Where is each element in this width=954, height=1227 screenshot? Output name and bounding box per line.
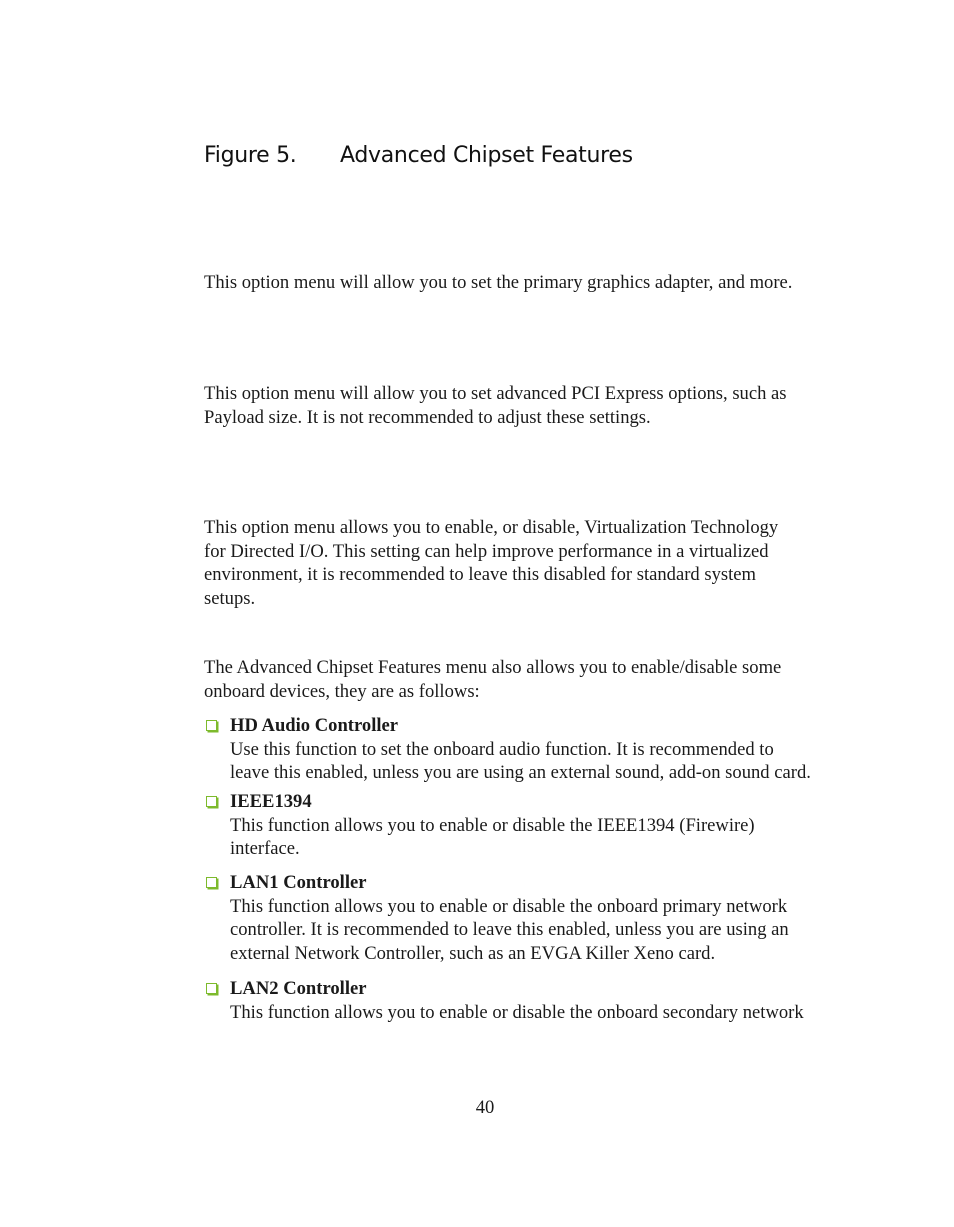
bullet-line: interface. <box>230 838 300 859</box>
paragraph-line: This option menu will allow you to set advanced PCI Express options, such as <box>204 383 787 404</box>
paragraph-line: setups. <box>204 587 256 609</box>
paragraph-line: This option menu allows you to enable, or disable, Virtualization Technology <box>204 517 779 538</box>
bullet-line: This function allows you to enable or disable the IEEE1394 (Firewire) <box>230 814 755 836</box>
checkbox-bullet-icon <box>206 720 217 731</box>
bullet-lan1 <box>204 871 884 965</box>
paragraph-pcie <box>204 382 864 429</box>
bullet-line: controller. It is recommended to leave this enabled, unless you are using an <box>230 919 789 940</box>
paragraph-graphics <box>204 271 864 295</box>
paragraph-line: Payload size. It is not recommended to adjust these settings. <box>204 406 651 428</box>
figure-caption <box>204 143 633 168</box>
bullet-title: IEEE1394 <box>230 791 312 812</box>
paragraph-line: environment, it is recommended to leave this disabled for standard system <box>204 564 756 585</box>
figure-title: Advanced Chipset Features <box>340 143 633 168</box>
paragraph-line: The Advanced Chipset Features menu also allows you to enable/disable some <box>204 657 782 678</box>
paragraph-vtd <box>204 516 864 610</box>
page-number: 40 <box>475 1097 495 1118</box>
paragraph-onboard <box>204 656 864 703</box>
bullet-line: Use this function to set the onboard audio function. It is recommended to <box>230 738 774 760</box>
checkbox-bullet-icon <box>206 796 217 807</box>
bullet-line: external Network Controller, such as an EVGA Killer Xeno card. <box>230 942 716 964</box>
paragraph-line: This option menu will allow you to set the primary graphics adapter, and more. <box>204 272 793 293</box>
bullet-ieee1394 <box>204 790 884 861</box>
bullet-title: LAN1 Controller <box>230 872 367 893</box>
paragraph-line: for Directed I/O. This setting can help improve performance in a virtualized <box>204 540 769 562</box>
bullet-hd-audio <box>204 714 884 785</box>
bullet-title: HD Audio Controller <box>230 715 399 736</box>
bullet-title: LAN2 Controller <box>230 978 367 999</box>
checkbox-bullet-icon <box>206 983 217 994</box>
figure-label: Figure 5. <box>204 143 297 168</box>
checkbox-bullet-icon <box>206 877 217 888</box>
bullet-lan2 <box>204 977 884 1024</box>
bullet-line: leave this enabled, unless you are using an external sound, add-on sound card. <box>230 762 811 783</box>
paragraph-line: onboard devices, they are as follows: <box>204 680 480 702</box>
bullet-line: This function allows you to enable or disable the onboard primary network <box>230 895 788 917</box>
bullet-line: This function allows you to enable or disable the onboard secondary network <box>230 1001 804 1023</box>
